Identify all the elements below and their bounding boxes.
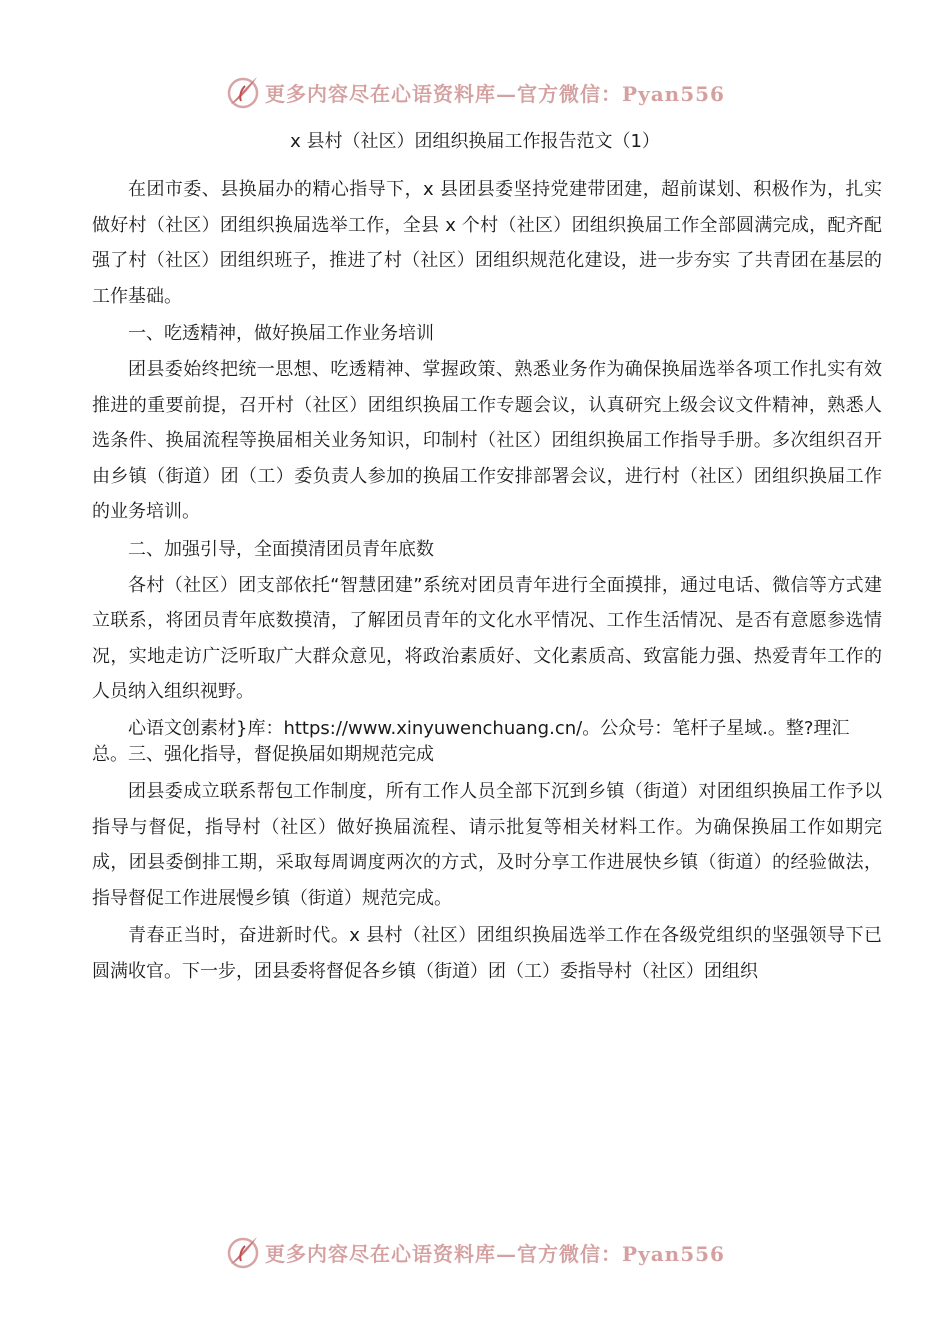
document-body <box>92 172 882 989</box>
section1-heading: 一、吃透精神，做好换届工作业务培训 <box>128 323 434 345</box>
section1-paragraph: 团县委始终把统一思想、吃透精神、掌握政策、熟悉业务作为确保换届选举各项工作扎实有效推进的重要前提，召开村（社区）团组织换届工作专题会议，认真研究上级会议文件精神，熟悉人选条件、换届流程等换届相关业务知识，印制村（社区）团组织换届工作指导手册。多次组织召开由乡镇（街道）团（工）委负责人参加的换届工作安排部署会议，进行村（社区）团组织换届工作的业务培训。 <box>92 358 882 523</box>
header-banner <box>0 72 950 112</box>
document-title: x 县村（社区）团组织换届工作报告范文（1） <box>290 131 660 152</box>
quill-pen-logo-icon <box>225 1234 261 1270</box>
footer-banner-text: 更多内容尽在心语资料库—官方微信：Pyan556 <box>265 1241 725 1266</box>
quill-pen-logo-icon <box>225 74 261 110</box>
footer-banner <box>0 1232 950 1272</box>
section2-paragraph: 各村（社区）团支部依托“智慧团建”系统对团员青年进行全面摸排，通过电话、微信等方式建立联系，将团员青年底数摸清，了解团员青年的文化水平情况、工作生活情况、是否有意愿参选情况，实地走访广泛听取广大群众意见，将政治素质好、文化素质高、致富能力强、热爱青年工作的人员纳入组织视野。 <box>92 574 882 703</box>
section3-paragraph: 团县委成立联系帮包工作制度，所有工作人员全部下沉到乡镇（街道）对团组织换届工作予以指导与督促，指导村（社区）做好换届流程、请示批复等相关材料工作。为确保换届工作如期完成，团县委倒排工期，采取每周调度两次的方式，及时分享工作进展快乡镇（街道）的经验做法，指导督促工作进展慢乡镇（街道）规范完成。 <box>92 780 882 909</box>
header-banner-text: 更多内容尽在心语资料库—官方微信：Pyan556 <box>265 81 725 106</box>
source-line: 心语文创素材}库：https://www.xinyuwenchuang.cn/。公众号：笔杆子星域.。整?理汇总。三、强化指导，督促换届如期规范完成 <box>92 717 850 765</box>
intro-paragraph: 在团市委、县换届办的精心指导下，x 县团县委坚持党建带团建，超前谋划、积极作为，扎实做好村（社区）团组织换届选举工作，全县 x 个村（社区）团组织换届工作全部圆满完成，配齐配强了村（社区）团组织班子，推进了村（社区）团组织规范化建设，进一步夯实 了共青团在基层的工作基础。 <box>92 179 882 307</box>
closing-paragraph: 青春正当时，奋进新时代。x 县村（社区）团组织换届选举工作在各级党组织的坚强领导下已圆满收官。下一步，团县委将督促各乡镇（街道）团（工）委指导村（社区）团组织 <box>92 925 882 982</box>
section2-heading: 二、加强引导，全面摸清团员青年底数 <box>128 538 434 560</box>
